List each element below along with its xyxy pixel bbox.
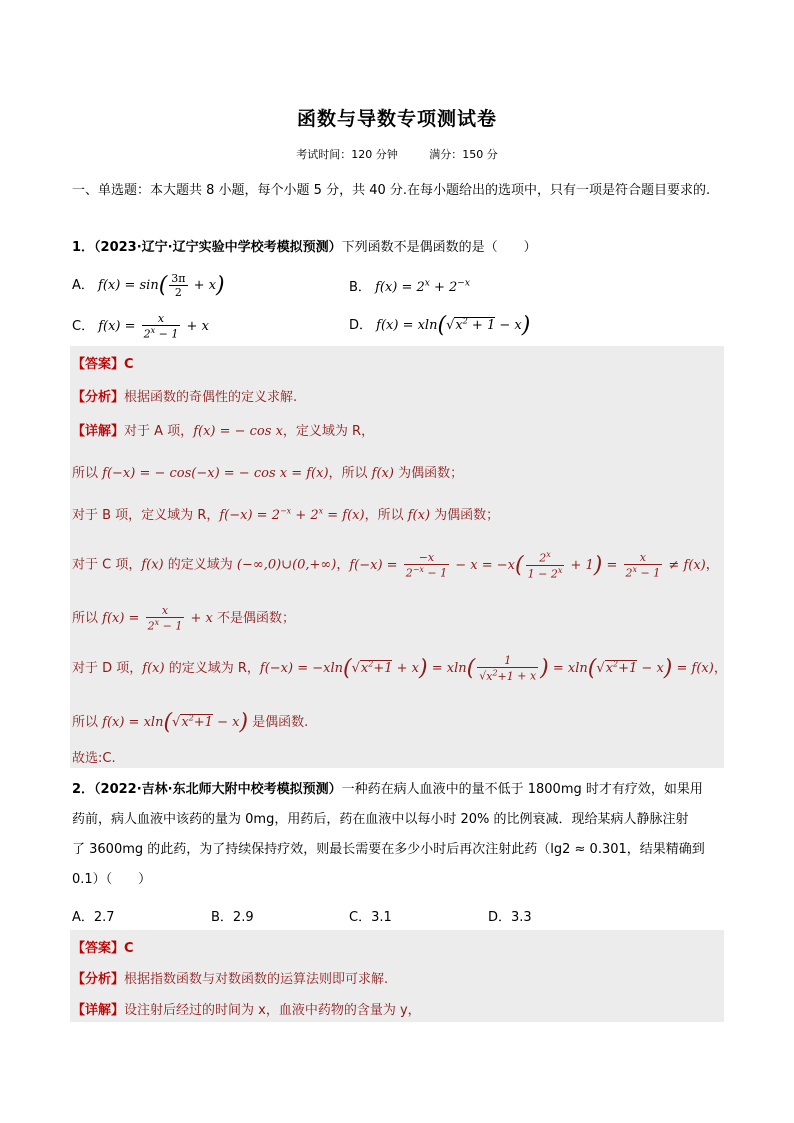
question-2-stem-4: 0.1）（ ） xyxy=(72,872,152,887)
section-heading: 一、单选题：本大题共 8 小题，每个小题 5 分，共 40 分.在每小题给出的选项中，只有一项是符合题目要求的. xyxy=(72,183,711,198)
option-d-formula: $f(x) = xln(√x^2 + 1 - x)$ xyxy=(376,313,531,338)
question-2-option-d[interactable]: D．3.3 xyxy=(488,910,532,925)
question-1-detail-b: 对于 B 项，定义域为 R，$f(-x) = 2^{-x} + 2^x = f(x)$，所以 f(x) 为偶函数； xyxy=(72,506,500,523)
question-1-stem xyxy=(72,234,722,262)
exam-score: 满分：150 分 xyxy=(429,148,498,161)
question-2-option-b[interactable]: B．2.9 xyxy=(211,910,254,925)
question-1-number: 1． xyxy=(72,240,95,255)
option-b-formula: $f(x) = 2^x + 2^{-x}$ xyxy=(375,278,470,295)
question-1-detail-c: 对于 C 项，f(x) 的定义域为 (−∞,0)∪(0,+∞)，f(−x) = $\frac{-x}{2^{-x} - 1}$ − x = −x( $\frac{2^x}{1 - 2^x}$ + 1) = $\frac{x}{2^x - 1}$ ≠ f(x)， xyxy=(72,550,719,581)
question-1-detail-d2: 所以 $f(x) = xln(√x^2+1 - x)$ 是偶函数. xyxy=(72,710,309,735)
question-2-option-c[interactable]: C．3.1 xyxy=(349,910,392,925)
question-1-detail-c2: 所以 f(x) = $\frac{x}{2^x - 1}$ + x 不是偶函数； xyxy=(72,604,295,633)
question-1-detail-a2: 所以 f(−x) = − cos(−x) = − cos x = f(x)，所以 f(x) 为偶函数； xyxy=(72,466,464,481)
question-1-detail-d: 对于 D 项，f(x) 的定义域为 R，$f(-x) = -xln(√x^2+1 + x) = xln$( $\frac{1}{√x^2+1 + x}$ ) = $xln(√x^2+1 - x) = f(x)$， xyxy=(72,654,727,683)
question-2-stem-3: 了 3600mg 的此药，为了持续保持疗效，则最长需要在多少小时后再次注射此药（lg2 ≈ 0.301，结果精确到 xyxy=(72,842,705,857)
question-2-option-a[interactable]: A．2.7 xyxy=(72,910,115,925)
question-2-analysis: 【分析】根据指数函数与对数函数的运算法则即可求解. xyxy=(72,972,389,987)
question-2-detail: 【详解】设注射后经过的时间为 x，血液中药物的含量为 y， xyxy=(72,1003,421,1018)
question-1-option-c[interactable]: C． f(x) = $\frac{x}{2^x - 1}$ + x xyxy=(72,312,209,341)
question-1-answer: 【答案】C xyxy=(72,357,134,372)
question-2-stem-2: 药前，病人血液中该药的量为 0mg，用药后，药在血液中以每小时 20% 的比例衰减．现给某病人静脉注射 xyxy=(72,812,689,827)
question-2-answer: 【答案】C xyxy=(72,941,134,956)
question-1-conclusion: 故选:C. xyxy=(72,751,116,766)
option-a-formula: f(x) = sin( $\frac{3\pi}{2}$ + x) xyxy=(98,272,225,299)
exam-time: 考试时间：120 分钟 xyxy=(296,148,398,161)
question-1-source: （2023·辽宁·辽宁实验中学校考模拟预测） xyxy=(94,240,342,255)
question-2-stem-1: 2．（2022·吉林·东北师大附中校考模拟预测）一种药在病人血液中的量不低于 1800mg 时才有疗效，如果用 xyxy=(72,782,703,797)
page-title: 函数与导数专项测试卷 xyxy=(296,108,497,130)
question-1-option-a[interactable]: A． f(x) = sin( $\frac{3\pi}{2}$ + x) xyxy=(72,272,225,299)
question-2-number: 2． xyxy=(72,782,95,797)
question-1-analysis: 【分析】根据函数的奇偶性的定义求解. xyxy=(72,390,298,405)
question-1-option-b[interactable]: B． $f(x) = 2^x + 2^{-x}$ xyxy=(349,278,470,295)
question-1-option-d[interactable]: D． $f(x) = xln(√x^2 + 1 - x)$ xyxy=(349,313,531,338)
question-2-source: （2022·吉林·东北师大附中校考模拟预测） xyxy=(94,782,342,797)
question-1-text: 下列函数不是偶函数的是（ ） xyxy=(341,240,537,255)
exam-info xyxy=(0,146,794,162)
option-c-formula: f(x) = $\frac{x}{2^x - 1}$ + x xyxy=(98,312,209,341)
question-1-detail-a: 【详解】对于 A 项，f(x) = − cos x，定义域为 R， xyxy=(72,424,375,439)
